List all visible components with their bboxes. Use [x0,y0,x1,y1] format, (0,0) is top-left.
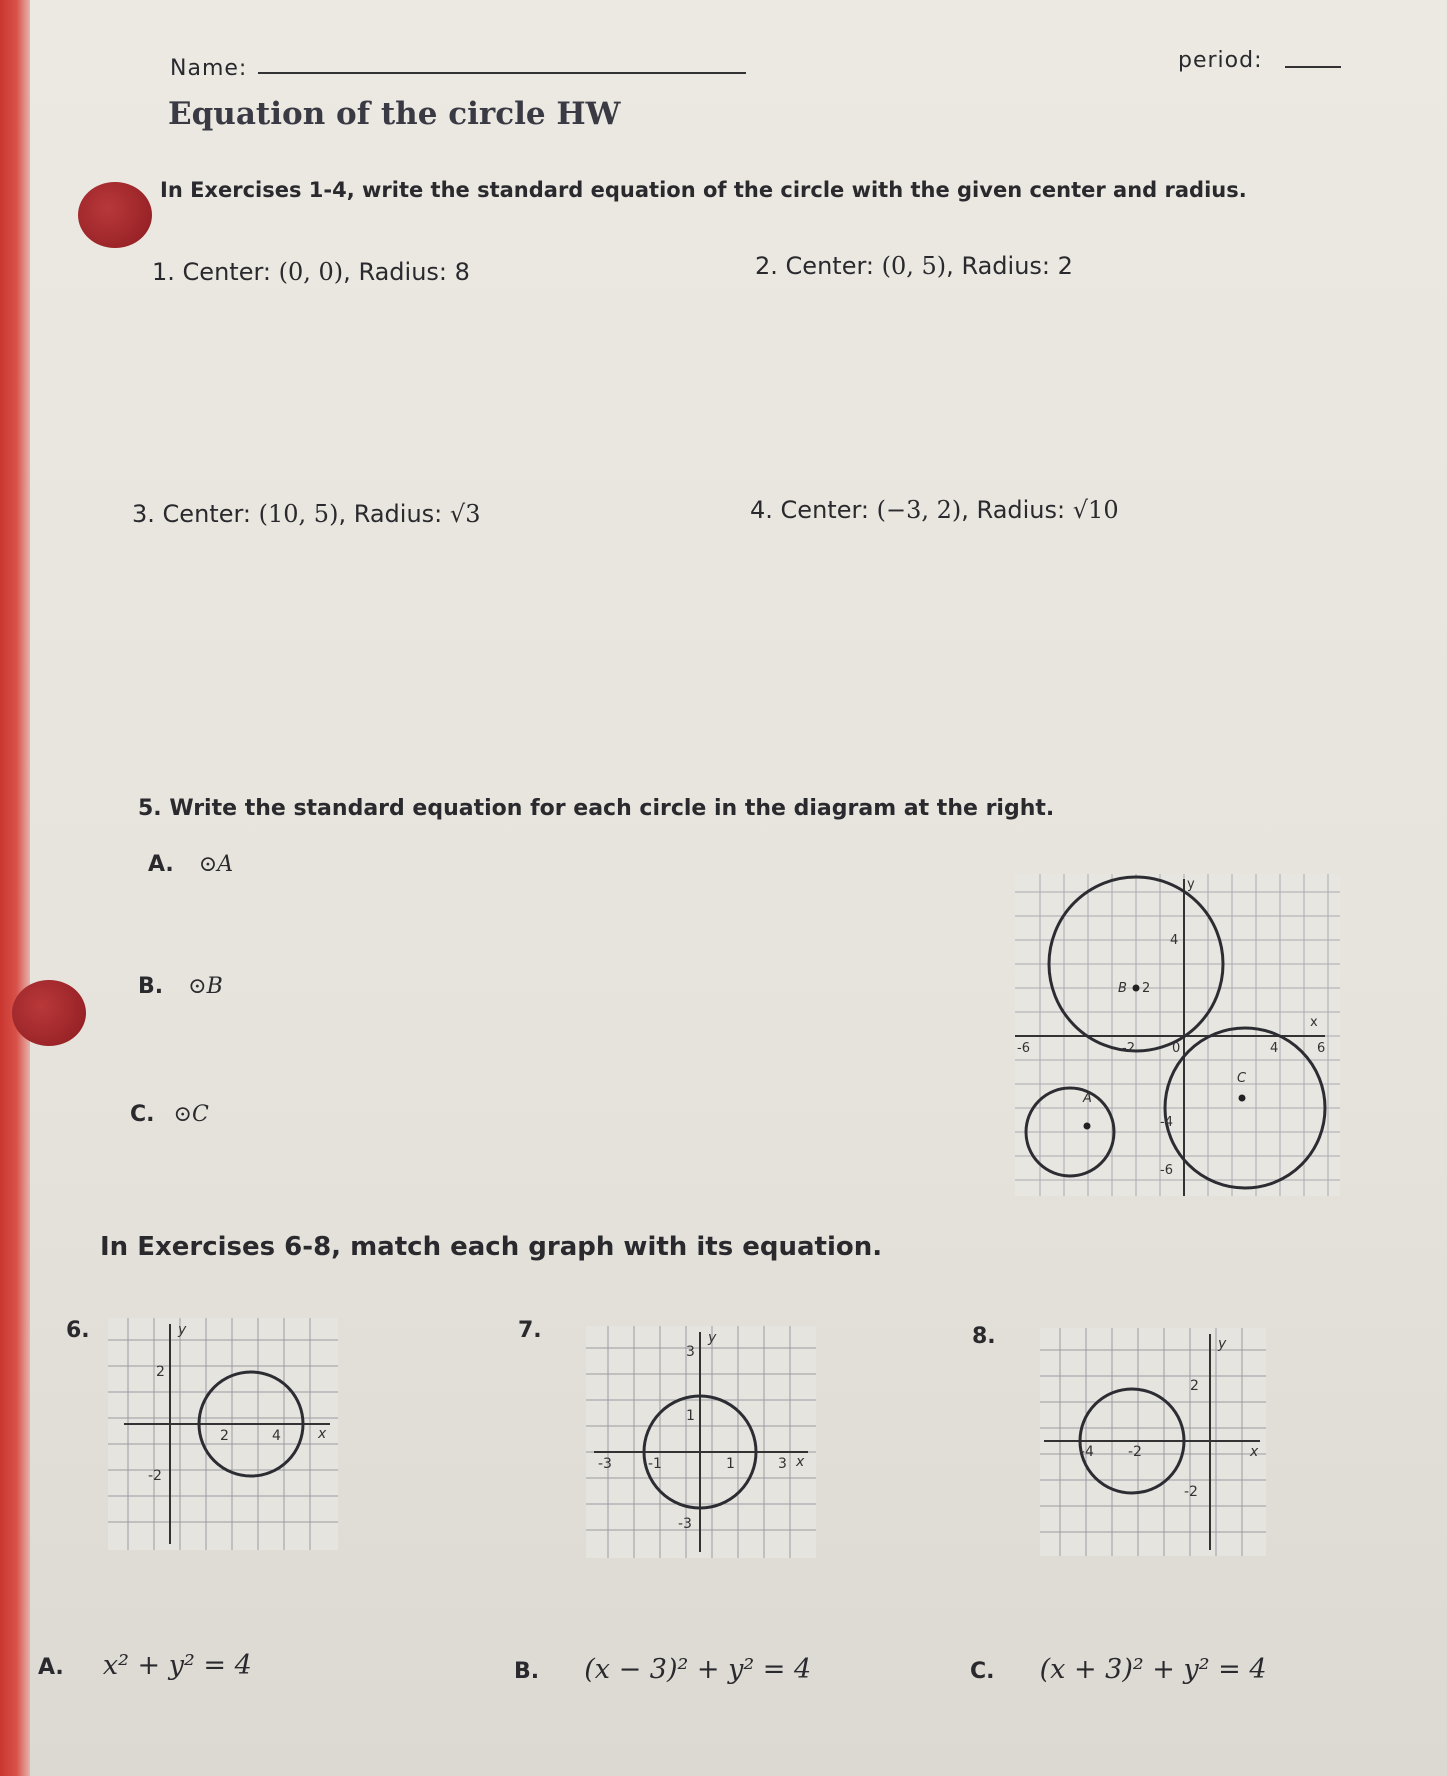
period-label: period: [1178,48,1263,73]
tick-label: 6 [1317,1041,1326,1056]
radius-value: 8 [454,258,470,286]
svg-text:-2: -2 [1128,1444,1142,1460]
radius-label: Radius: [358,258,447,286]
radius-value: 2 [1057,252,1073,280]
svg-text:-2: -2 [1184,1484,1198,1500]
graph-7-number: 7. [518,1318,542,1343]
graph-8-number: 8. [972,1324,996,1349]
point-label-a: A [1083,1091,1092,1106]
radius-label: Radius: [976,496,1066,524]
svg-text:-4: -4 [1080,1444,1094,1460]
svg-text:y: y [1218,1336,1227,1352]
radius-value: √3 [449,500,481,528]
tick-label: 0 [1172,1041,1181,1056]
point-label-b: B [1118,981,1127,996]
radius-label: Radius: [961,252,1050,280]
name-label: Name: [170,56,248,81]
axis-label-y: y [1187,877,1195,892]
item-c: C. ⊙C [130,1102,209,1127]
item-b: B. ⊙B [138,974,223,999]
problem-4: 4. Center: (−3, 2), Radius: √10 [750,496,1119,524]
tick-label: -2 [1122,1041,1135,1056]
axis-label-x: x [1310,1015,1318,1030]
problem-number: 1. [152,258,175,286]
center-label: Center: [182,258,271,286]
graph-7 [586,1326,816,1558]
svg-text:y: y [178,1322,187,1338]
tick-label: -6 [1017,1041,1030,1056]
radius-value: √10 [1072,496,1119,524]
svg-text:2: 2 [220,1428,229,1444]
svg-text:4: 4 [272,1428,281,1444]
tick-label: 2 [1142,981,1151,996]
problem-2: 2. Center: (0, 5), Radius: 2 [755,252,1073,280]
center-label: Center: [162,500,251,528]
svg-text:y: y [708,1330,717,1346]
tick-label: -4 [1160,1115,1173,1130]
period-field[interactable] [1285,66,1341,68]
choice-a: A. x² + y² = 4 [38,1650,252,1681]
exercises-1-4-instruction: In Exercises 1-4, write the standard equation of the circle with the given center and radius. [160,178,1247,202]
tick-label: 4 [1270,1041,1279,1056]
name-field[interactable] [258,72,746,74]
svg-text:-3: -3 [678,1516,692,1532]
center-value: (0, 5) [881,252,947,280]
choice-c: C. (x + 3)² + y² = 4 [970,1654,1267,1685]
graph-6 [108,1318,338,1550]
point-a [1084,1123,1091,1130]
point-b [1133,985,1140,992]
radius-label: Radius: [353,500,443,528]
punch-hole [78,182,152,248]
point-c [1239,1095,1246,1102]
svg-text:2: 2 [156,1364,165,1380]
tick-label: -6 [1160,1163,1173,1178]
graph-6-number: 6. [66,1318,90,1343]
graph-8 [1040,1328,1266,1556]
center-value: (−3, 2) [876,496,962,524]
svg-text:3: 3 [686,1344,695,1360]
problem-number: 4. [750,496,773,524]
center-label: Center: [785,252,874,280]
svg-text:-1: -1 [648,1456,662,1472]
red-binder-edge [0,0,30,1776]
svg-text:-3: -3 [598,1456,612,1472]
exercise-5-instruction: 5. Write the standard equation for each circle in the diagram at the right. [138,796,1055,821]
problem-1: 1. Center: (0, 0), Radius: 8 [152,258,470,286]
point-label-c: C [1237,1071,1247,1086]
problem-number: 3. [132,500,155,528]
item-a: A. ⊙A [148,852,234,877]
problem-number: 2. [755,252,778,280]
page-title: Equation of the circle HW [168,96,621,132]
svg-text:2: 2 [1190,1378,1199,1394]
center-value: (10, 5) [258,500,339,528]
svg-text:1: 1 [686,1408,695,1424]
svg-text:3: 3 [778,1456,787,1472]
tick-label: 4 [1170,933,1179,948]
exercises-6-8-instruction: In Exercises 6-8, match each graph with its equation. [100,1232,883,1262]
svg-text:x: x [796,1454,805,1470]
choice-b: B. (x − 3)² + y² = 4 [514,1654,812,1685]
svg-text:-2: -2 [148,1468,162,1484]
problem-3: 3. Center: (10, 5), Radius: √3 [132,500,481,528]
center-value: (0, 0) [278,258,344,286]
svg-text:x: x [1250,1444,1259,1460]
svg-text:1: 1 [726,1456,735,1472]
svg-text:x: x [318,1426,327,1442]
center-label: Center: [780,496,869,524]
circles-diagram [1015,874,1340,1196]
punch-hole [12,980,86,1046]
